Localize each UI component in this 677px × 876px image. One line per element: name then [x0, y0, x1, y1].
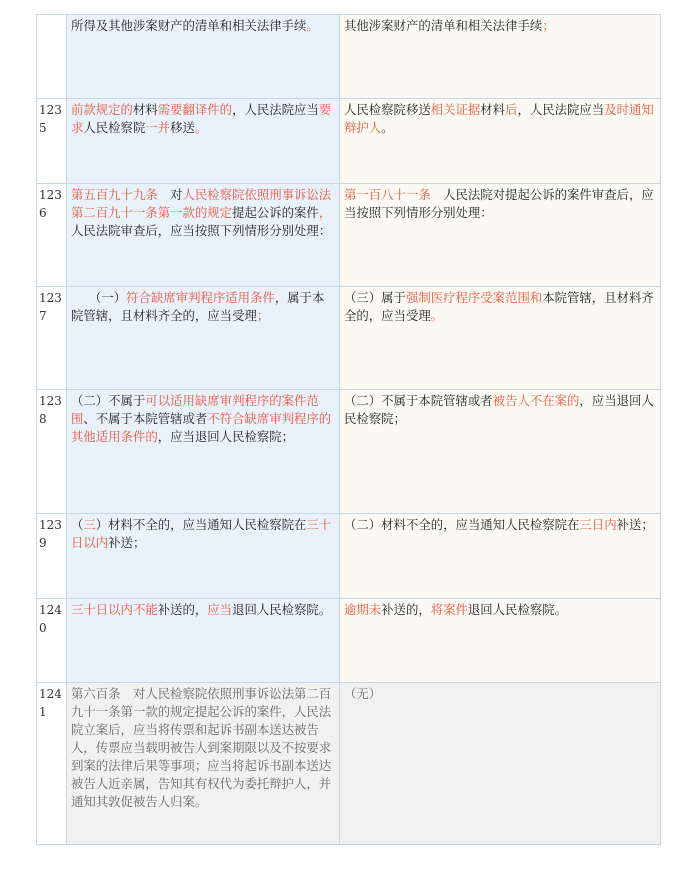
new-provision-cell — [67, 599, 340, 683]
old-provision-cell — [340, 184, 661, 287]
text-segment: 退回人民检察院。 — [467, 602, 568, 617]
highlighted-text: 强制医疗程序受案范围和 — [405, 290, 543, 305]
table-row — [37, 390, 661, 514]
text-segment: ）材料不全的，应当通知人民检察院在 — [95, 517, 307, 532]
text-segment: （一） — [89, 290, 127, 305]
old-provision-cell — [340, 683, 661, 845]
row-number — [37, 15, 67, 99]
text-segment: 、不属于本院管辖或者 — [83, 411, 208, 426]
table-row — [37, 184, 661, 287]
row-number: 1235 — [37, 99, 67, 184]
row-number: 1238 — [37, 390, 67, 514]
text-segment: 。 — [381, 120, 394, 135]
text-segment: 本院管辖，且材料齐全的，应当受理 — [344, 290, 654, 323]
table-row — [37, 599, 661, 683]
text-segment: ，人民法院应当 — [517, 102, 605, 117]
text-segment: 人民检察院 — [83, 120, 146, 135]
highlighted-text: ， — [318, 205, 332, 220]
row-number: 1239 — [37, 514, 67, 599]
highlighted-text: 。 — [306, 18, 319, 33]
text-segment: 人民法院审查后，应当按照下列情形分别处理： — [71, 223, 332, 238]
new-provision-cell — [67, 514, 340, 599]
highlighted-text: 三十日以内 — [71, 517, 332, 550]
highlighted-text: 被告人不在案的 — [492, 393, 580, 408]
old-provision-cell — [340, 99, 661, 184]
text-segment: 材料 — [132, 102, 158, 117]
highlighted-text: 及时通知辩护人 — [344, 102, 654, 135]
text-segment: ，应当退回人民检察院； — [157, 429, 295, 444]
text-segment: 其他涉案财产的清单和相关法律手续 — [344, 18, 543, 33]
text-segment: ，人民法院应当 — [232, 102, 319, 117]
highlighted-text: 可以适用缺席审判程序的案件范围 — [71, 393, 319, 426]
text-segment: （ — [71, 517, 84, 532]
new-provision-cell — [67, 184, 340, 287]
new-provision-cell — [67, 683, 340, 845]
highlighted-text: 前款规定的 — [71, 102, 133, 117]
text-segment: 补送； — [616, 517, 654, 532]
text-segment: ，应当退回人民检察院； — [344, 393, 654, 426]
text-segment: 补送的， — [157, 602, 208, 617]
table-row — [37, 99, 661, 184]
highlighted-text: 要求 — [71, 102, 332, 135]
new-provision-cell — [67, 287, 340, 390]
row-number: 1240 — [37, 599, 67, 683]
text-segment: 所得及其他涉案财产的清单和相关法律手续 — [71, 18, 307, 33]
text-segment: 补送； — [108, 535, 146, 550]
table-row — [37, 287, 661, 390]
old-provision-cell — [340, 390, 661, 514]
text-segment: 移送 — [170, 120, 195, 135]
new-provision-cell — [67, 99, 340, 184]
row-number: 1241 — [37, 683, 67, 845]
text-segment: （三）属于 — [344, 290, 406, 305]
highlighted-text: 人民检察院依照刑事诉讼法第二百九十一条第一款的规定 — [71, 187, 332, 220]
table-row — [37, 15, 661, 99]
table-row — [37, 514, 661, 599]
highlighted-text: 。 — [430, 308, 444, 323]
table-body — [37, 15, 661, 845]
text-segment: 提起公诉的案件 — [232, 205, 319, 220]
highlighted-text: 第一百八十一条 — [344, 187, 431, 202]
text-segment: 人民法院对提起公诉的案件审查后，应当按照下列情形分别处理： — [344, 187, 654, 220]
text-segment: 第六百条 对人民检察院依照刑事诉讼法第二百九十一条第一款的规定提起公诉的案件，人民法院立案后，应当将传票和起诉书副本送达被告人，传票应当载明被告人到案期限以及不按要求到案的法律后果等事项；应当将起诉书副本送达被告人近亲属，告知其有权代为委托辩护人，并通知其敦促被告人归案。 — [71, 686, 332, 809]
highlighted-text: 需要翻译件的 — [157, 102, 233, 117]
highlighted-text: 逾期未 — [344, 602, 382, 617]
highlighted-text: 应当 — [207, 602, 233, 617]
text-segment: （二）不属于 — [71, 393, 146, 408]
text-segment: 退回人民检察院。 — [232, 602, 332, 617]
highlighted-text: 。 — [194, 120, 208, 135]
old-provision-cell — [340, 514, 661, 599]
comparison-table — [36, 14, 661, 845]
highlighted-text: 符合缺席审判程序适用条件 — [126, 290, 275, 305]
text-segment: 人民检察院移送 — [344, 102, 431, 117]
row-number: 1237 — [37, 287, 67, 390]
highlighted-text: 三十日以内不能 — [71, 602, 158, 617]
text-segment: 材料 — [480, 102, 506, 117]
highlighted-text: 将案件 — [430, 602, 468, 617]
text-segment: （二）材料不全的，应当通知人民检察院在 — [344, 517, 580, 532]
highlighted-text: 一并 — [145, 120, 171, 135]
highlighted-text: ； — [256, 308, 270, 323]
new-provision-cell — [67, 15, 340, 99]
row-number: 1236 — [37, 184, 67, 287]
old-provision-cell — [340, 15, 661, 99]
text-segment: （二）不属于本院管辖或者 — [344, 393, 493, 408]
table-row — [37, 683, 661, 845]
old-provision-cell — [340, 287, 661, 390]
old-provision-cell — [340, 599, 661, 683]
highlighted-text: ； — [542, 18, 555, 33]
text-segment: ，属于本院管辖，且材料齐全的，应当受理 — [71, 290, 325, 323]
text-segment: 对 — [157, 187, 183, 202]
highlighted-text: 三 — [83, 517, 96, 532]
highlighted-text: 后 — [505, 102, 518, 117]
new-provision-cell — [67, 390, 340, 514]
highlighted-text: 三日内 — [579, 517, 617, 532]
text-segment: 补送的， — [381, 602, 431, 617]
text-segment: （无） — [344, 686, 382, 701]
highlighted-text: 第五百九十九条 — [71, 187, 158, 202]
highlighted-text: 不符合缺席审判程序的其他适用条件的 — [71, 411, 332, 444]
highlighted-text: 相关证据 — [430, 102, 481, 117]
